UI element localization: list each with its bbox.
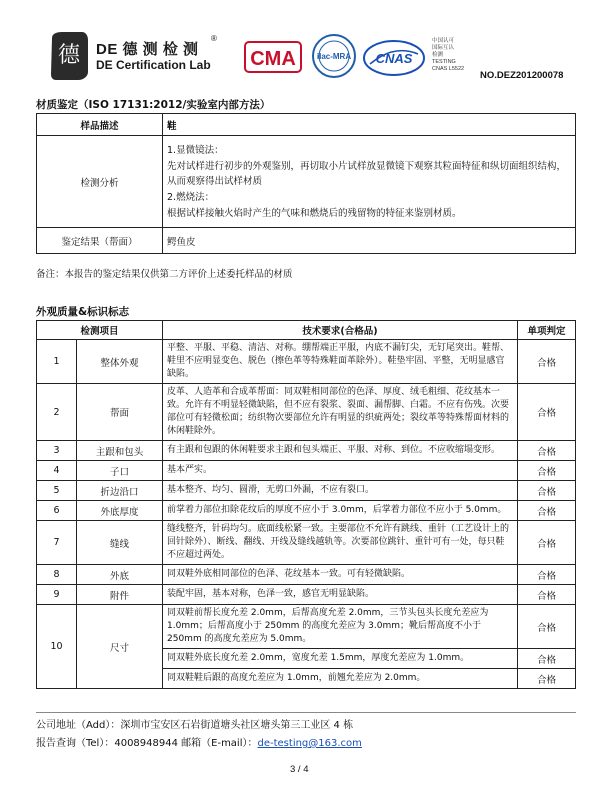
appearance-table <box>36 320 576 689</box>
email-link[interactable]: de-testing@163.com <box>257 738 362 749</box>
table-row: 7 缝线 缝线整齐，针码均匀。底面线松紧一致。主要部位不允许有跳线、重针（工艺设计上的回针除外）、断线、翻线、开线及缝线越轨等。次要部位跳针、重针可有一处，每只鞋不应超过两处。 合格 <box>37 521 576 565</box>
sample-desc-value: 鞋 <box>163 114 576 136</box>
table-row: 同双鞋鞋后跟的高度允差应为 1.0mm，前翘允差应为 2.0mm。 合格 <box>37 669 576 689</box>
analysis-value: 1.显微镜法： 先对试样进行初步的外观鉴别，再切取小片试样放显微镜下观察其粒面特征和纵切面组织结构，从而观察得出试样材质 2.燃烧法： 根据试样接触火焰时产生的气味和燃烧后的残留物的特征来鉴别材质。 <box>163 136 576 228</box>
analysis-label: 检测分析 <box>37 136 163 228</box>
material-section-title: 材质鉴定（ISO 17131:2012/实验室内部方法） <box>36 99 271 111</box>
table-row: 4 子口 基本严实。 合格 <box>37 461 576 481</box>
footer-divider <box>36 712 576 713</box>
table-row: 5 折边沿口 基本整齐、均匀、圆滑，无剪口外漏，不应有裂口。 合格 <box>37 481 576 501</box>
report-header <box>48 28 568 86</box>
header-item: 检测项目 <box>37 321 163 340</box>
table-row: 3 主跟和包头 有主跟和包跟的休闲鞋要求主跟和包头端正、平服、对称、到位。不应收缩塌变形。 合格 <box>37 441 576 461</box>
cma-logo-icon <box>243 38 303 76</box>
table-row <box>37 136 576 228</box>
cnas-logo-text: CNAS <box>375 51 413 66</box>
table-row: 8 外底 同双鞋外底相同部位的色泽、花纹基本一致。可有轻微缺陷。 合格 <box>37 565 576 585</box>
table-row: 2 帮面 皮革、人造革和合成革帮面：同双鞋相同部位的色泽、厚度、绒毛粗细、花纹基本一致。允许有不明显轻微缺陷，但不应有裂浆、裂面、漏帮脚、白霜。不应有伤残。次要部位可有轻微松面；纺织物次要部位允许有明显的织疵两处；裂纹革等特殊帮面材料的休闲鞋除外。 合格 <box>37 384 576 441</box>
footer-address: 公司地址（Add）：深圳市宝安区石岩街道塘头社区塘头第三工业区 4 栋 <box>36 720 354 731</box>
material-note: 备注：本报告的鉴定结果仅供第二方评价上述委托样品的材质 <box>36 269 293 280</box>
result-label: 鉴定结果（帮面） <box>37 228 163 254</box>
footer-contact: 报告查询（Tel）：4008948944 邮箱（E-mail）：de-testing@163.com <box>36 738 362 749</box>
ilac-logo-text: ilac-MRA <box>316 52 352 61</box>
table-row <box>37 114 576 136</box>
table-row: 10 尺寸 同双鞋前帮长度允差 2.0mm，后帮高度允差 2.0mm，三节头包头长度允差应为 1.0mm；后帮高度小于 250mm 的高度允差应为 3.0mm；靴后帮高度不小于 250mm 的高度允差应为 5.0mm。 合格 <box>37 605 576 649</box>
result-value: 鳄鱼皮 <box>163 228 576 254</box>
page-number: 3 / 4 <box>290 764 309 775</box>
sample-desc-label: 样品描述 <box>37 114 163 136</box>
material-table <box>36 113 576 254</box>
table-row: 6 外底厚度 前掌着力部位扣除花纹后的厚度不应小于 3.0mm，后掌着力部位不应小于 5.0mm。 合格 <box>37 501 576 521</box>
header-judgement: 单项判定 <box>518 321 576 340</box>
de-logo-icon <box>48 30 90 82</box>
appearance-section-title: 外观质量&标识标志 <box>36 306 130 318</box>
header-requirement: 技术要求(合格品) <box>163 321 518 340</box>
cnas-logo-icon <box>362 38 426 78</box>
cnas-accreditation-text: 中国认可 国际互认 检测 TESTING CNAS L5522 <box>432 38 465 72</box>
logo-de-char: 德 <box>57 43 81 68</box>
cma-logo-text: CMA <box>250 48 296 70</box>
table-row: 同双鞋外底长度允差 2.0mm，宽度允差 1.5mm，厚度允差应为 1.0mm。 合格 <box>37 649 576 669</box>
brand-name-en: DE Certification Lab <box>96 58 211 72</box>
registered-mark: ® <box>211 34 217 43</box>
report-number: NO.DEZ201200078 <box>480 70 564 81</box>
table-header-row <box>37 321 576 340</box>
table-row <box>37 228 576 254</box>
ilac-mra-logo-icon <box>310 32 358 80</box>
table-row: 9 附件 装配牢固，基本对称，色泽一致，感官无明显缺陷。 合格 <box>37 585 576 605</box>
brand-name-cn: DE 德 测 检 测 <box>96 41 199 58</box>
table-row: 1 整体外观 平整、平服、平稳、清洁、对称。绷帮端正平服，内底不漏钉尖，无钉尾突出。鞋帮、鞋里不应明显变色、脱色（擦色革等特殊鞋面革除外）。鞋垫牢固、平整，无明显感官缺陷。 合格 <box>37 340 576 384</box>
